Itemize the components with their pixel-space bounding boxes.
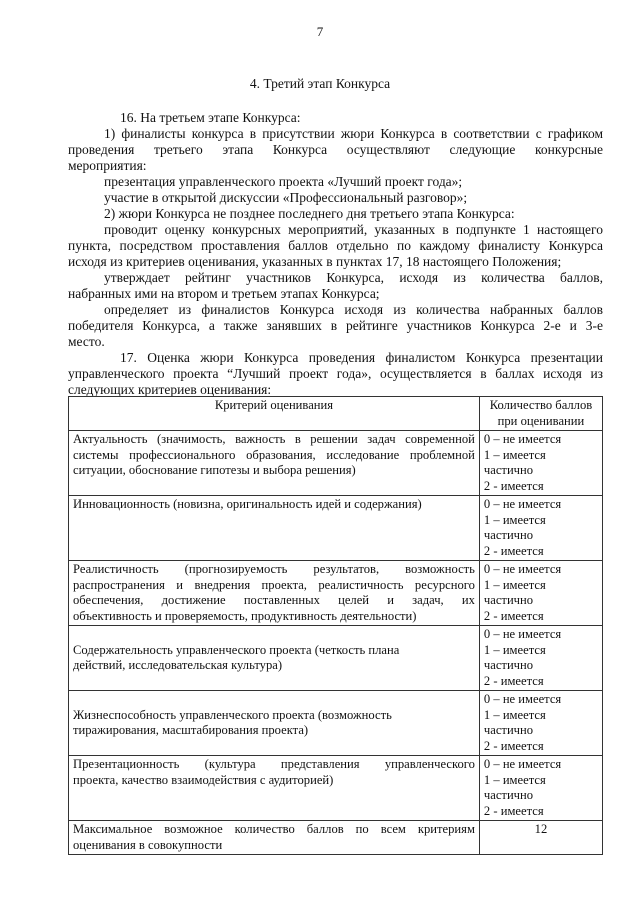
criterion-text-line: Актуальность (значимость, важность в решении задач современной bbox=[73, 432, 475, 446]
points-option: 1 – имеется bbox=[483, 447, 546, 462]
rating-line-1: утверждает рейтинг участников Конкурса, исходя из количества баллов, bbox=[104, 270, 603, 285]
jury-assess-line-2: пункта, посредством проставления баллов отдельно по каждому финалисту Конкурса bbox=[68, 238, 603, 253]
points-cell bbox=[479, 756, 602, 821]
total-points-value: 12 bbox=[479, 821, 602, 855]
table-row bbox=[69, 496, 603, 561]
jury-assess-line-1: проводит оценку конкурсных мероприятий, указанных в подпункте 1 настоящего bbox=[104, 222, 603, 237]
item-1-line-2: проведения третьего этапа Конкурса осуществляют следующие конкурсные bbox=[68, 142, 603, 157]
points-option: 2 - имеется bbox=[483, 478, 544, 493]
winner-line-2: победителя Конкурса, а также занявших в рейтинге участников Конкурса 2-е и 3-е bbox=[68, 318, 603, 333]
points-option: 0 – не имеется bbox=[483, 692, 562, 706]
criterion-cell bbox=[69, 691, 480, 756]
criterion-text-line: тиражирования, масштабирования проекта) bbox=[73, 723, 309, 737]
criteria-table bbox=[68, 396, 603, 855]
table-header-row bbox=[69, 397, 603, 431]
table-row bbox=[69, 431, 603, 496]
clause-17-line-1: 17. Оценка жюри Конкурса проведения финалистом Конкурса презентации bbox=[120, 350, 603, 365]
points-option: частично bbox=[483, 658, 534, 672]
total-label-line: Максимальное возможное количество баллов по всем критериям bbox=[73, 822, 475, 836]
clause-17-line-2: управленческого проекта “Лучший проект года», осуществляется в баллах исходя из bbox=[68, 366, 603, 381]
criterion-cell bbox=[69, 756, 480, 821]
points-option: 0 – не имеется bbox=[483, 562, 562, 576]
table-row bbox=[69, 756, 603, 821]
points-option: частично bbox=[483, 463, 534, 477]
clause-16: 16. На третьем этапе Конкурса: bbox=[120, 110, 301, 125]
points-header-line-1: Количество баллов bbox=[489, 398, 593, 412]
rating-line-2: набранных ими на втором и третьем этапах Конкурса; bbox=[68, 286, 380, 301]
criterion-text-line: Жизнеспособность управленческого проекта (возможность bbox=[73, 707, 392, 722]
criterion-text-line: Реалистичность (прогнозируемость результатов, возможность bbox=[73, 562, 475, 576]
points-option: частично bbox=[483, 528, 534, 542]
presentation-item: презентация управленческого проекта «Лучший проект года»; bbox=[104, 174, 463, 189]
points-option: 0 – не имеется bbox=[483, 627, 562, 641]
criterion-text-line: проекта, качество взаимодействия с аудиторией) bbox=[73, 772, 334, 787]
points-option: частично bbox=[483, 723, 534, 737]
page-number: 7 bbox=[316, 24, 324, 39]
points-header-line-2: при оценивании bbox=[497, 413, 585, 428]
criterion-text-line: ситуации, обоснование гипотезы и выбора решения) bbox=[73, 463, 356, 477]
criterion-text-line: обеспечения, достижение поставленных целей и задач, их bbox=[73, 593, 475, 607]
criterion-text-line: действий, исследовательская культура) bbox=[73, 658, 283, 672]
clause-17-line-3: следующих критериев оценивания: bbox=[68, 382, 272, 397]
total-label-line: оценивания в совокупности bbox=[73, 837, 223, 852]
criterion-text-line: Презентационность (культура представления управленческого bbox=[73, 757, 475, 771]
points-option: 1 – имеется bbox=[483, 577, 546, 592]
points-cell bbox=[479, 691, 602, 756]
winner-line-1: определяет из финалистов Конкурса исходя из количества набранных баллов bbox=[104, 302, 603, 317]
winner-line-3: место. bbox=[68, 334, 105, 349]
points-option: 2 - имеется bbox=[483, 608, 544, 623]
points-option: частично bbox=[483, 788, 534, 802]
discussion-item: участие в открытой дискуссии «Профессиональный разговор»; bbox=[104, 190, 468, 205]
criterion-text-line: распространения и внедрения проекта, реалистичность ресурсного bbox=[73, 577, 475, 592]
points-option: 2 - имеется bbox=[483, 673, 544, 688]
total-label-cell bbox=[69, 821, 480, 855]
points-option: 0 – не имеется bbox=[483, 497, 562, 511]
points-cell bbox=[479, 626, 602, 691]
points-option: 2 - имеется bbox=[483, 803, 544, 818]
points-header bbox=[479, 397, 602, 431]
criterion-text-line: Инновационность (новизна, оригинальность идей и содержания) bbox=[73, 497, 422, 511]
points-cell bbox=[479, 561, 602, 626]
points-cell bbox=[479, 496, 602, 561]
points-option: 2 - имеется bbox=[483, 738, 544, 753]
criterion-cell bbox=[69, 561, 480, 626]
criteria-header: Критерий оценивания bbox=[69, 397, 480, 431]
points-option: 0 – не имеется bbox=[483, 432, 562, 446]
section-heading: 4. Третий этап Конкурса bbox=[249, 76, 391, 91]
item-1-line-1: 1) финалисты конкурса в присутствии жюри Конкурса в соответствии с графиком bbox=[104, 126, 603, 141]
points-option: 1 – имеется bbox=[483, 642, 546, 657]
points-option: частично bbox=[483, 593, 534, 607]
total-row bbox=[69, 821, 603, 855]
points-option: 1 – имеется bbox=[483, 512, 546, 527]
jury-assess-line-3: исходя из критериев оценивания, указанных в пунктах 17, 18 настоящего Положения; bbox=[68, 254, 562, 269]
table-row bbox=[69, 626, 603, 691]
table-row bbox=[69, 691, 603, 756]
criterion-text-line: объективность и проверяемость, продуктивность деятельности) bbox=[73, 608, 417, 623]
points-option: 1 – имеется bbox=[483, 707, 546, 722]
table-row bbox=[69, 561, 603, 626]
criterion-cell bbox=[69, 626, 480, 691]
criterion-text-line: Содержательность управленческого проекта (четкость плана bbox=[73, 642, 400, 657]
points-option: 0 – не имеется bbox=[483, 757, 562, 771]
item-1-line-3: мероприятия: bbox=[68, 158, 147, 173]
points-cell bbox=[479, 431, 602, 496]
points-option: 2 - имеется bbox=[483, 543, 544, 558]
points-option: 1 – имеется bbox=[483, 772, 546, 787]
criterion-cell bbox=[69, 496, 480, 561]
criterion-text-line: системы профессионального образования, исследование проблемной bbox=[73, 447, 475, 462]
item-2: 2) жюри Конкурса не позднее последнего дня третьего этапа Конкурса: bbox=[104, 206, 515, 221]
criterion-cell bbox=[69, 431, 480, 496]
